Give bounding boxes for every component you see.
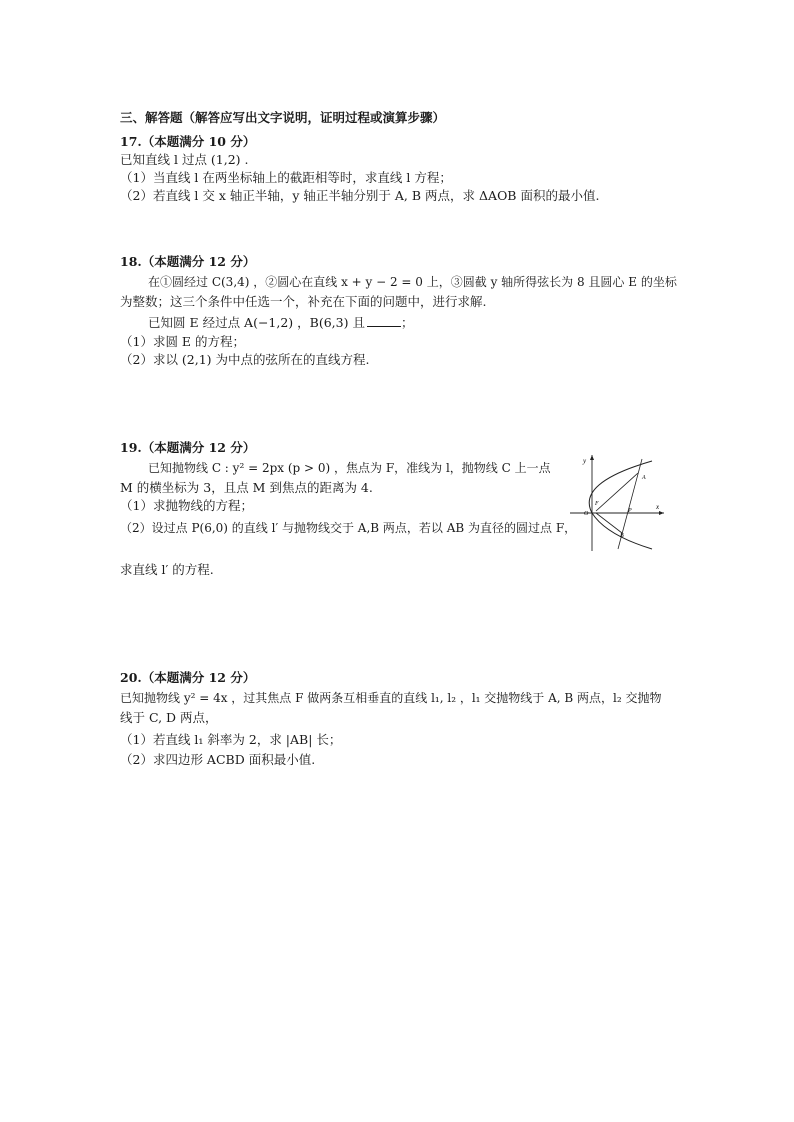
label-a: A: [642, 475, 646, 481]
y-axis-arrow: [590, 455, 594, 460]
problem-18-header: 18.（本题满分 12 分）: [120, 254, 256, 269]
problem-20-line-3: （1）若直线 l₁ 斜率为 2，求 |AB| 长；: [120, 732, 342, 747]
problem-18-line-3-end: ；: [400, 315, 414, 330]
section-header: 三、解答题（解答应写出文字说明，证明过程或演算步骤）: [120, 110, 446, 125]
problem-19-line-4: （2）设过点 P(6,0) 的直线 l′ 与抛物线交于 A,B 两点，若以 AB 为直径的圆过点 F，: [120, 521, 577, 535]
label-o: O: [584, 511, 589, 517]
problem-19-line-2: M 的横坐标为 3，且点 M 到焦点的距离为 4.: [120, 480, 373, 495]
problem-19-line-5: 求直线 l′ 的方程.: [120, 562, 214, 577]
problem-18-line-3: [148, 314, 413, 331]
label-p: P: [628, 508, 632, 514]
problem-17-line-1: 已知直线 l 过点 (1,2) .: [120, 152, 249, 167]
problem-19-line-3: （1）求抛物线的方程；: [120, 498, 253, 513]
answer-blank: [367, 314, 401, 327]
label-x: x: [656, 503, 660, 511]
problem-18-line-5: （2）求以 (2,1) 为中点的弦所在的直线方程.: [120, 352, 370, 367]
label-f: F: [595, 501, 599, 507]
problem-20-line-4: （2）求四边形 ACBD 面积最小值.: [120, 752, 316, 767]
problem-20-line-1: 已知抛物线 y² = 4x ，过其焦点 F 做两条互相垂直的直线 l₁, l₂ ，l₁ 交抛物线于 A, B 两点，l₂ 交抛物: [120, 691, 662, 705]
problem-17-line-3: （2）若直线 l 交 x 轴正半轴，y 轴正半轴分别于 A, B 两点，求 ΔAOB 面积的最小值.: [120, 188, 600, 203]
problem-18-line-2: 为整数；这三个条件中任选一个，补充在下面的问题中，进行求解.: [120, 294, 487, 309]
problem-18-line-3-text: 已知圆 E 经过点 A(−1,2) ，B(6,3) 且: [148, 315, 365, 330]
problem-18-line-1: 在①圆经过 C(3,4) ，②圆心在直线 x + y − 2 = 0 上，③圆截 y 轴所得弦长为 8 且圆心 E 的坐标: [148, 275, 677, 289]
problem-18-line-4: （1）求圆 E 的方程；: [120, 334, 246, 349]
label-y: y: [583, 457, 587, 465]
line-fa: [596, 473, 638, 511]
x-axis-arrow: [659, 511, 664, 515]
parabola-figure: [566, 453, 666, 553]
problem-20-line-2: 线于 C, D 两点，: [120, 710, 218, 725]
problem-17-header: 17.（本题满分 10 分）: [120, 134, 256, 149]
problem-17-line-2: （1）当直线 l 在两坐标轴上的截距相等时，求直线 l 方程；: [120, 170, 452, 185]
problem-19-line-1: 已知抛物线 C : y² = 2px (p > 0) ，焦点为 F，准线为 l，抛物线 C 上一点: [148, 461, 551, 475]
problem-19-header: 19.（本题满分 12 分）: [120, 440, 256, 455]
problem-20-header: 20.（本题满分 12 分）: [120, 670, 256, 685]
label-b: B: [620, 533, 624, 539]
